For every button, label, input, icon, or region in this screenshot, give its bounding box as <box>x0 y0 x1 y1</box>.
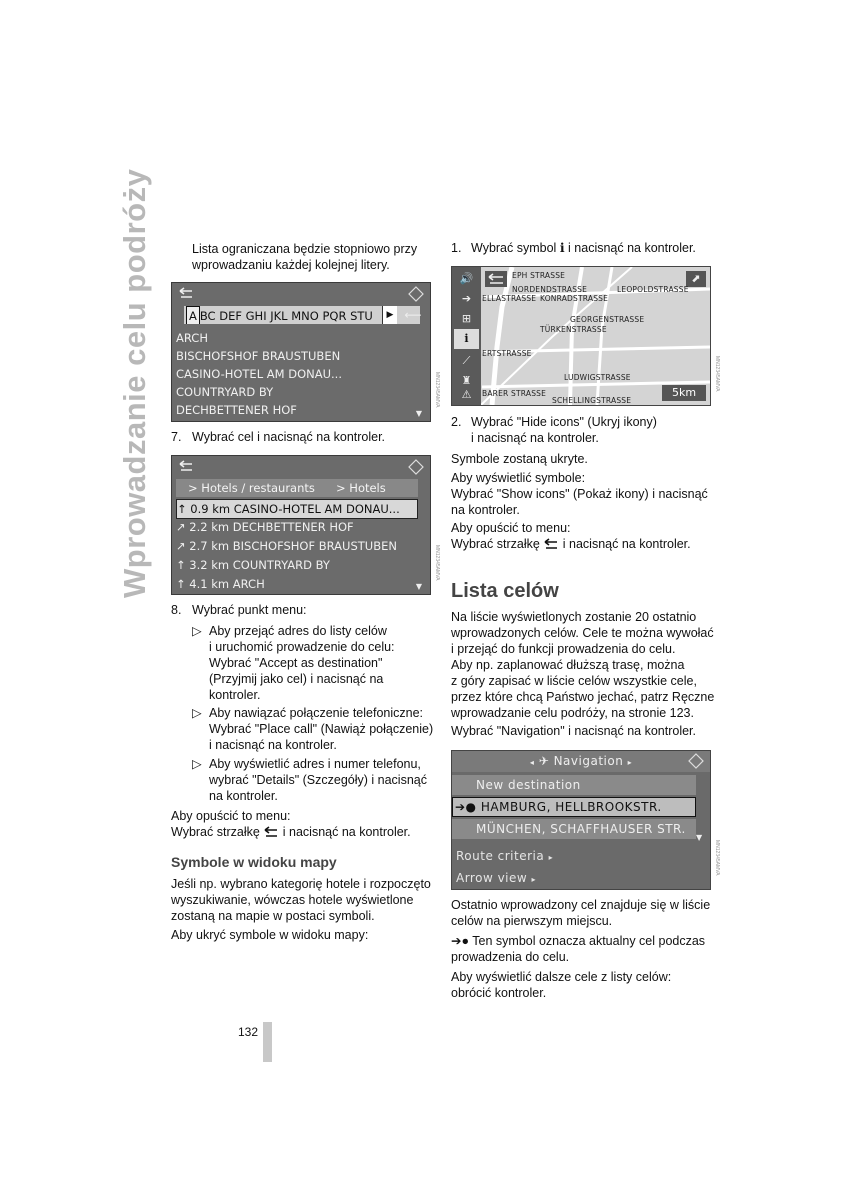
street-label: TÜRKENSTRASSE <box>540 325 607 334</box>
navigation-menu-screen <box>451 750 711 890</box>
hotel-entry: 3.2 km COUNTRYARD BY <box>189 558 330 572</box>
step-8-text: Wybrać punkt menu: <box>192 603 307 617</box>
bullet-call: Aby nawiązać połączenie telefoniczne: Wybrać "Place call" (Nawiąż połączenie) i nacisnąć na kontroler. <box>209 706 434 752</box>
symbols-hidden-text: Symbole zostaną ukryte. <box>451 452 588 466</box>
hotel-entry: 2.2 km DECHBETTENER HOF <box>189 520 354 534</box>
list-item[interactable]: DECHBETTENER HOF <box>176 403 297 417</box>
step-8-number: 8. <box>171 603 182 617</box>
street-label: GEORGENSTRASSE <box>570 315 645 324</box>
direction-arrow-icon: ↗ <box>176 539 186 553</box>
step-1-number: 1. <box>451 241 462 255</box>
step-2-number: 2. <box>451 415 462 429</box>
bullet-details: Aby wyświetlić adres i numer telefonu, wybrać "Details" (Szczegóły) i nacisnąć na kontroler. <box>209 757 427 803</box>
current-destination-icon: ➔● <box>455 800 477 814</box>
breadcrumb-subcategory[interactable]: > Hotels <box>336 481 386 495</box>
list-item[interactable]: CASINO-HOTEL AM DONAU... <box>176 367 342 381</box>
delete-button[interactable]: ⟵ <box>404 308 422 322</box>
traffic-icon[interactable]: ♜ <box>461 374 472 387</box>
street-label: BARER STRASSE <box>482 389 547 398</box>
selected-letter[interactable]: A <box>186 306 200 324</box>
bullet-marker-icon: ▷ <box>192 706 202 720</box>
destination-flag-icon[interactable]: ⬈ <box>686 271 706 287</box>
list-item[interactable] <box>176 518 354 536</box>
route-arrow-icon[interactable]: ➔ <box>461 292 472 305</box>
list-item[interactable] <box>176 537 397 555</box>
exit-menu-line-1: Aby opuścić to menu: <box>171 809 291 823</box>
street-label: NORDENDSTRASSE <box>512 285 588 294</box>
breadcrumb-category[interactable]: > Hotels / restaurants <box>188 481 315 495</box>
street-label: LUDWIGSTRASSE <box>564 373 631 382</box>
section-side-title: Wprowadzanie celu podróży <box>117 168 152 598</box>
back-arrow-icon <box>178 460 194 472</box>
direction-arrow-icon: ↑ <box>177 502 187 516</box>
step-2-text: Wybrać "Hide icons" (Ukryj ikony) i nacisnąć na kontroler. <box>471 415 657 445</box>
more-destinations-paragraph: Aby wyświetlić dalsze cele z listy celów: obrócić kontroler. <box>451 970 672 1000</box>
destination-list-paragraph: Na liście wyświetlonych zostanie 20 ostatnio wprowadzonych celów. Cele te można wywołać i przejąć do funkcji prowadzenia do celu. Aby np. zaplanować dłuższą trasę, można z góry zapisać w liście celów wszystkie cele, przez które chcą Państwo jechać, patrz Ręczne wprowadzanie celu podróży, na stronie 123. <box>451 610 715 720</box>
back-arrow-icon <box>263 826 279 838</box>
destination-item[interactable]: MÜNCHEN, SCHAFFHAUSER STR. <box>452 819 696 839</box>
hotel-entry: 0.9 km CASINO-HOTEL AM DONAU... <box>190 502 400 516</box>
list-item[interactable]: ARCH <box>176 331 208 345</box>
intro-line-1: Lista ograniczana będzie stopniowo przy <box>192 242 418 256</box>
speller-next-button[interactable]: ▶ <box>382 306 397 324</box>
arrow-view-item[interactable]: Arrow view ▸ <box>456 871 537 885</box>
route-criteria-item[interactable]: Route criteria ▸ <box>456 849 554 863</box>
scroll-down-icon: ▼ <box>415 582 422 591</box>
destination-item-selected[interactable]: ➔● HAMBURG, HELLBROOKSTR. <box>452 797 696 817</box>
figure-code: MN12345AMVA <box>434 372 440 408</box>
page-number: 132 <box>238 1025 259 1039</box>
info-icon: i <box>559 240 565 255</box>
map-scale[interactable]: 5km <box>662 385 706 401</box>
nav-right-icon: ▸ <box>627 758 633 767</box>
map-symbols-paragraph: Jeśli np. wybrano kategorię hotele i rozpoczęto wyszukiwanie, wówczas hotele wyświetlone zostaną na mapie w postaci symboli. <box>171 877 431 923</box>
street-label: SCHELLINGSTRASSE <box>552 396 632 405</box>
navigation-instruction: Wybrać "Navigation" i nacisnąć na kontroler. <box>451 724 696 738</box>
warning-icon[interactable]: ⚠ <box>461 388 472 401</box>
map-style-icon[interactable]: ⟋ <box>462 354 471 367</box>
street-label: ERTSTRASSE <box>482 349 532 358</box>
current-destination-icon: ➔● <box>451 934 470 948</box>
controller-icon <box>408 459 424 475</box>
map-view-screen <box>451 266 711 406</box>
figure-code: MN12345AMVA <box>434 545 440 581</box>
scroll-down-icon: ▼ <box>415 409 422 418</box>
direction-arrow-icon: ↗ <box>176 520 186 534</box>
page-marker-bar <box>263 1022 272 1062</box>
hotel-list-screen <box>171 455 431 595</box>
chevron-right-icon: ▸ <box>548 853 554 862</box>
navigation-title: Navigation <box>553 754 624 768</box>
street-label: LEOPOLDSTRASSE <box>617 285 689 294</box>
step-7-text: Wybrać cel i nacisnąć na kontroler. <box>192 430 386 444</box>
street-label: EPH STRASSE <box>512 271 566 280</box>
letter-list-screen <box>171 282 431 422</box>
nav-left-icon: ◂ <box>529 758 535 767</box>
back-arrow-icon <box>178 287 194 299</box>
list-item[interactable] <box>176 575 265 593</box>
step-1-text: Wybrać symbol i i nacisnąć na kontroler. <box>471 240 696 255</box>
symbol-paragraph: ➔● Ten symbol oznacza aktualny cel podczas prowadzenia do celu. <box>451 934 706 964</box>
list-item-selected[interactable] <box>176 499 418 519</box>
hotel-entry: 4.1 km ARCH <box>189 577 265 591</box>
show-symbols-paragraph: Aby wyświetlić symbole: Wybrać "Show icons" (Pokaż ikony) i nacisnąć na kontroler. <box>451 471 708 517</box>
satellite-icon: ✈ <box>538 754 550 768</box>
figure-code: MN12345AMVA <box>714 840 720 876</box>
direction-arrow-icon: ↑ <box>176 577 186 591</box>
split-screen-icon[interactable]: ⊞ <box>461 312 472 325</box>
controller-icon <box>688 753 704 769</box>
list-item[interactable]: BISCHOFSHOF BRAUSTUBEN <box>176 349 341 363</box>
exit-menu-line-2: Wybrać strzałkę i nacisnąć na kontroler. <box>451 537 691 551</box>
hotel-entry: 2.7 km BISCHOFSHOF BRAUSTUBEN <box>189 539 397 553</box>
bullet-accept: Aby przejąć adres do listy celów i uruchomić prowadzenie do celu: Wybrać "Accept as destination" (Przyjmij jako cel) i nacisnąć na kontroler. <box>209 624 395 702</box>
subheading-map-symbols: Symbole w widoku mapy <box>171 854 337 870</box>
bullet-marker-icon: ▷ <box>192 757 202 771</box>
street-label: ELLASTRASSE <box>482 294 537 303</box>
section-heading-destination-list: Lista celów <box>451 580 559 602</box>
map-icon-bar <box>452 267 481 405</box>
exit-menu-line-2: Wybrać strzałkę i nacisnąć na kontroler. <box>171 825 411 839</box>
breadcrumb-bar <box>176 479 418 497</box>
figure-code: MN12345AMVA <box>714 356 720 392</box>
new-destination-item[interactable]: New destination <box>452 775 696 795</box>
street-label: KONRADSTRASSE <box>540 294 609 303</box>
scroll-down-icon: ▼ <box>696 833 703 842</box>
list-item[interactable] <box>176 556 330 574</box>
info-icon[interactable]: i <box>454 329 479 349</box>
back-arrow-icon[interactable] <box>485 271 507 287</box>
letter-row[interactable]: BC DEF GHI JKL MNO PQR STU <box>199 309 373 323</box>
exit-menu-line-1: Aby opuścić to menu: <box>451 521 571 535</box>
list-item[interactable]: COUNTRYARD BY <box>176 385 274 399</box>
chevron-right-icon: ▸ <box>531 875 537 884</box>
navigation-title-bar <box>452 751 710 772</box>
intro-line-2: wprowadzaniu każdej kolejnej litery. <box>192 258 390 272</box>
step-7-number: 7. <box>171 430 182 444</box>
back-arrow-icon <box>543 538 559 550</box>
hide-symbols-intro: Aby ukryć symbole w widoku mapy: <box>171 928 369 942</box>
last-destination-paragraph: Ostatnio wprowadzony cel znajduje się w liście celów na pierwszym miejscu. <box>451 898 711 928</box>
audio-icon[interactable]: 🔊 <box>459 272 474 285</box>
bullet-marker-icon: ▷ <box>192 624 202 638</box>
controller-icon <box>408 286 424 302</box>
direction-arrow-icon: ↑ <box>176 558 186 572</box>
